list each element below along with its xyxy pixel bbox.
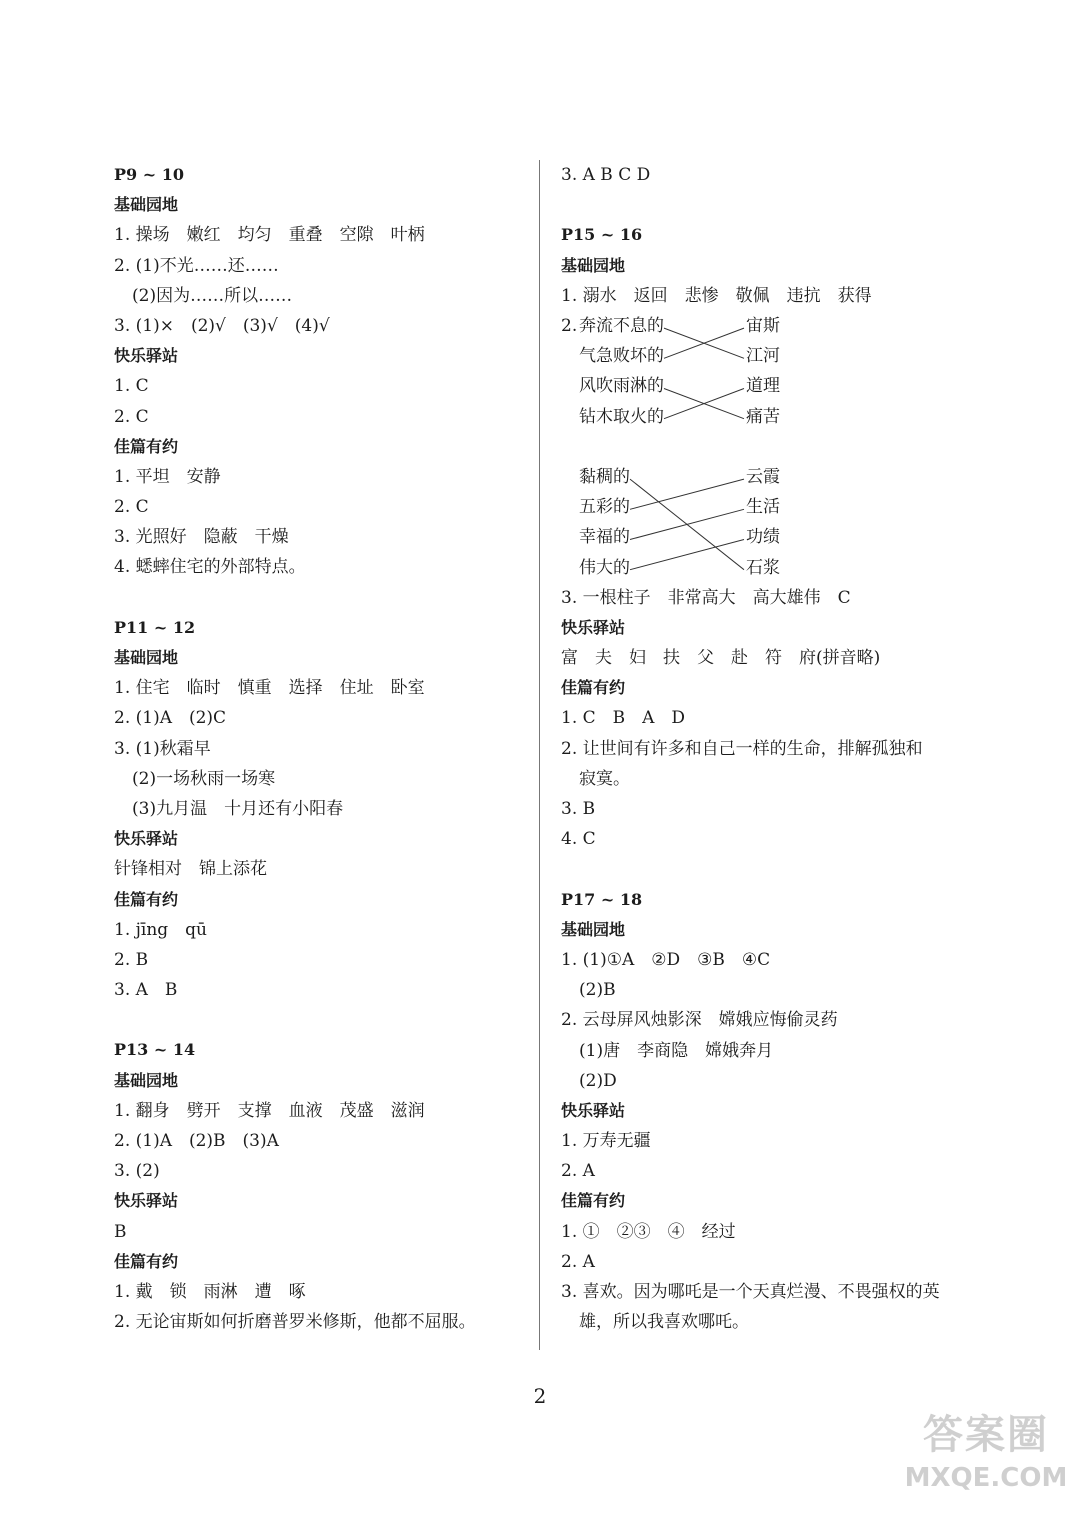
answer-line: 2. A — [561, 1251, 595, 1272]
matching-line — [630, 479, 744, 509]
match-right-item: 功绩 — [746, 527, 780, 548]
section-heading: 基础园地 — [114, 648, 179, 667]
answer-line: 3. 喜欢。因为哪吒是一个天真烂漫、不畏强权的英 — [561, 1282, 940, 1303]
answer-line: 1. 万寿无疆 — [561, 1131, 651, 1152]
answer-line: 1. 戴 锁 雨淋 遭 啄 — [114, 1281, 306, 1302]
match-right-item: 痛苦 — [746, 406, 780, 427]
answer-line: 3. (1)秋霜早 — [114, 738, 211, 759]
section-gap — [114, 583, 514, 613]
answer-line: (1)唐 李商隐 嫦娥奔月 — [579, 1040, 774, 1061]
matching-line — [630, 539, 744, 569]
watermark-logo — [900, 1410, 1072, 1510]
answer-line: 2. (1)不光……还…… — [114, 255, 279, 276]
match-right-item: 石浆 — [746, 557, 780, 578]
answer-line: 2. C — [114, 406, 149, 427]
answer-line: (2)一场秋雨一场寒 — [132, 768, 276, 789]
page-number: 2 — [533, 1384, 547, 1408]
left-column — [114, 160, 514, 1337]
answer-line: 2. A — [561, 1161, 595, 1182]
answer-line: 2. C — [114, 497, 149, 518]
matching-lines — [561, 462, 821, 583]
answer-line: B — [114, 1221, 127, 1242]
answer-line: 1. 平坦 安静 — [114, 466, 221, 487]
answer-line: 1. jīng qū — [114, 919, 207, 940]
match-left-item: 幸福的 — [579, 527, 630, 548]
answer-line: 雄，所以我喜欢哪吒。 — [579, 1312, 749, 1333]
answer-line: 4. 蟋蟀住宅的外部特点。 — [114, 557, 306, 578]
section-heading: 佳篇有约 — [561, 1191, 626, 1211]
answer-line: 1. C — [114, 376, 149, 397]
section-heading: 佳篇有约 — [114, 1251, 179, 1271]
section-heading: 快乐驿站 — [561, 1100, 626, 1120]
match-left-item: 气急败坏的 — [579, 346, 664, 367]
answer-line: 4. C — [561, 829, 596, 850]
section-heading: 佳篇有约 — [114, 889, 179, 909]
column-divider — [539, 160, 540, 1350]
answer-line: (3)九月温 十月还有小阳春 — [132, 798, 344, 819]
matching-exercise — [561, 462, 991, 583]
match-left-item: 钻木取火的 — [579, 406, 664, 427]
answer-line: 3. A B — [114, 980, 178, 1001]
page-range-heading: P13 ~ 14 — [114, 1040, 196, 1060]
watermark-domain: MXQE.COM — [904, 1463, 1068, 1493]
section-heading: 快乐驿站 — [114, 1191, 179, 1211]
right-column — [561, 160, 991, 1337]
answer-line: 1. C B A D — [561, 708, 686, 729]
answer-line: 1. (1)①A ②D ③B ④C — [561, 949, 771, 970]
answer-line: 针锋相对 锦上添花 — [114, 859, 267, 880]
answer-line: 2. 云母屏风烛影深 嫦娥应悔偷灵药 — [561, 1010, 838, 1031]
section-heading: 快乐驿站 — [114, 829, 179, 849]
section-heading: 佳篇有约 — [561, 678, 626, 698]
answer-line: (2)因为……所以…… — [132, 285, 293, 306]
match-left-item: 黏稠的 — [579, 466, 630, 487]
section-heading: 快乐驿站 — [561, 617, 626, 637]
matching-lines — [561, 311, 821, 432]
answer-line: 1. 翻身 劈开 支撑 血液 茂盛 滋润 — [114, 1100, 425, 1121]
answer-line: 1. 溺水 返回 悲惨 敬佩 违抗 获得 — [561, 285, 872, 306]
page-range-heading: P15 ~ 16 — [561, 225, 643, 245]
answer-line: (2)B — [579, 980, 616, 1001]
answer-line: 3. A B C D — [561, 165, 651, 185]
watermark-title: 答案圈 — [923, 1412, 1049, 1458]
section-heading: 佳篇有约 — [114, 436, 179, 456]
section-gap — [561, 190, 991, 220]
match-left-item: 风吹雨淋的 — [579, 376, 664, 397]
page-range-heading: P9 ~ 10 — [114, 165, 184, 184]
match-right-item: 道理 — [746, 376, 780, 397]
answer-line: 2. 让世间有许多和自己一样的生命，排解孤独和 — [561, 738, 923, 759]
match-left-item: 五彩的 — [579, 497, 630, 518]
matching-exercise — [561, 311, 991, 432]
match-left-item: 伟大的 — [579, 557, 630, 578]
match-right-item: 生活 — [746, 497, 780, 518]
answer-line: 2. 无论宙斯如何折磨普罗米修斯，他都不屈服。 — [114, 1312, 476, 1333]
answer-line: 2. (1)A (2)C — [114, 708, 227, 729]
section-heading: 快乐驿站 — [114, 346, 179, 366]
match-right-item: 云霞 — [746, 466, 780, 487]
page-range-heading: P11 ~ 12 — [114, 617, 196, 637]
answer-line: 1. 住宅 临时 慎重 选择 住址 卧室 — [114, 678, 425, 699]
match-right-item: 江河 — [746, 346, 780, 367]
answer-line: 2. (1)A (2)B (3)A — [114, 1131, 279, 1151]
section-heading: 基础园地 — [561, 919, 626, 939]
answer-line: 富 夫 妇 扶 父 赴 符 府(拼音略) — [561, 648, 881, 669]
answer-line: 2. B — [114, 949, 149, 970]
answer-line: 3. B — [561, 799, 596, 820]
answer-line: 3. 光照好 隐蔽 干燥 — [114, 527, 289, 548]
answer-line: 3. (1)× (2)√ (3)√ (4)√ — [114, 315, 330, 336]
answer-line: 1. 操场 嫩红 均匀 重叠 空隙 叶柄 — [114, 225, 425, 246]
section-heading: 基础园地 — [114, 1070, 179, 1090]
answer-line: (2)D — [579, 1070, 617, 1091]
section-heading: 基础园地 — [114, 195, 179, 215]
matching-line — [630, 509, 744, 539]
answer-line: 1. ① ②③ ④ 经过 — [561, 1221, 736, 1242]
answer-line: 3. 一根柱子 非常高大 高大雄伟 C — [561, 587, 851, 608]
section-gap — [561, 432, 991, 462]
section-gap — [561, 854, 991, 884]
match-prefix: 2. — [561, 315, 583, 336]
match-left-item: 奔流不息的 — [579, 315, 664, 336]
match-right-item: 宙斯 — [746, 315, 780, 336]
page-range-heading: P17 ~ 18 — [561, 889, 643, 909]
section-heading: 基础园地 — [561, 255, 626, 275]
answer-line: 3. (2) — [114, 1161, 160, 1182]
answer-line: 寂寞。 — [579, 768, 630, 789]
section-gap — [114, 1005, 514, 1035]
